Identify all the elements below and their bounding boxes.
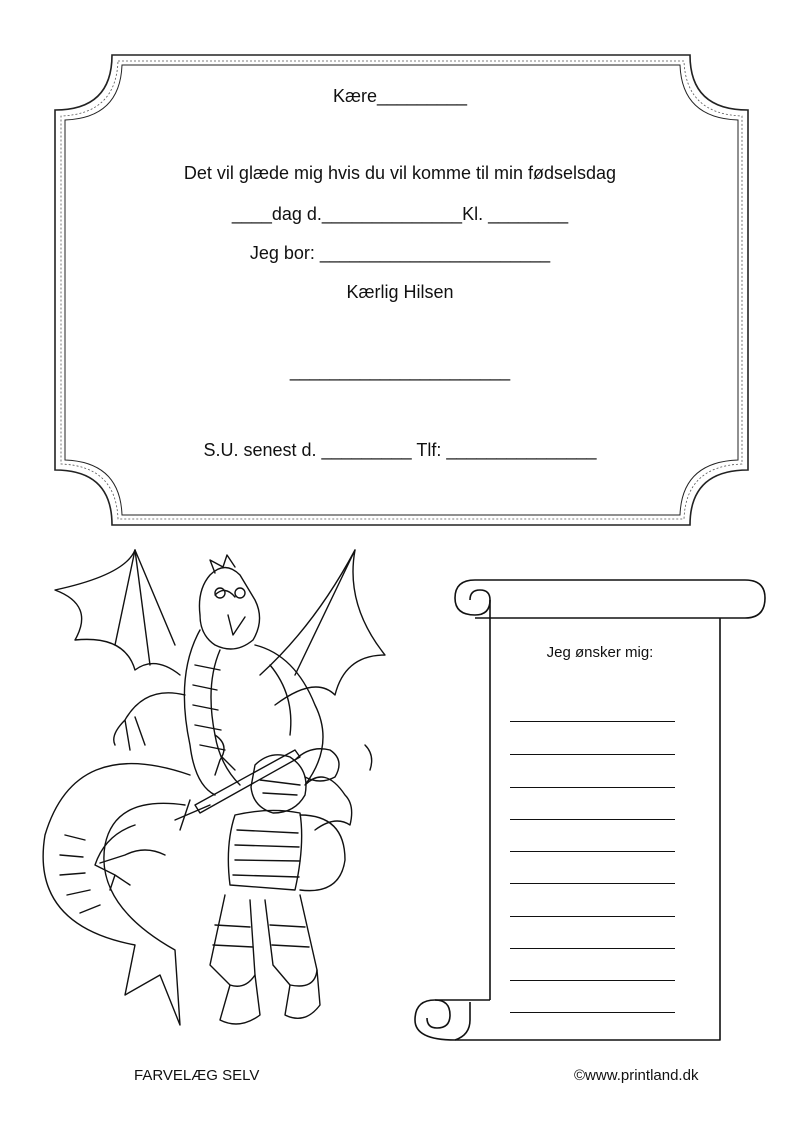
dragon-knight-illustration — [15, 545, 395, 1035]
rsvp-line: S.U. senest d. _________ Tlf: _______________ — [203, 440, 597, 460]
date-time-line: ____dag d.______________Kl. ________ — [231, 204, 569, 224]
footer-color-yourself: FARVELÆG SELV — [134, 1067, 260, 1084]
wishlist-blank-line — [510, 851, 675, 852]
wishlist-blank-line — [510, 1012, 675, 1013]
closing-text: Kærlig Hilsen — [346, 282, 454, 302]
signature-line: ______________________ — [289, 361, 511, 381]
wishlist-blank-line — [510, 754, 675, 755]
wishlist-blank-line — [510, 819, 675, 820]
greeting-line: Kære_________ — [332, 86, 468, 106]
address-line: Jeg bor: _______________________ — [249, 243, 551, 263]
wishlist-blank-line — [510, 916, 675, 917]
wishlist-title: Jeg ønsker mig: — [546, 644, 654, 661]
footer-copyright: ©www.printland.dk — [574, 1067, 699, 1084]
invitation-text: Det vil glæde mig hvis du vil komme til min fødselsdag — [183, 163, 617, 183]
wishlist-blank-line — [510, 721, 675, 722]
wishlist-blank-line — [510, 883, 675, 884]
wishlist-blank-line — [510, 787, 675, 788]
wishlist-blank-line — [510, 948, 675, 949]
wishlist-blank-line — [510, 980, 675, 981]
knight-illustration — [175, 749, 345, 1024]
dragon-illustration — [43, 550, 385, 1025]
